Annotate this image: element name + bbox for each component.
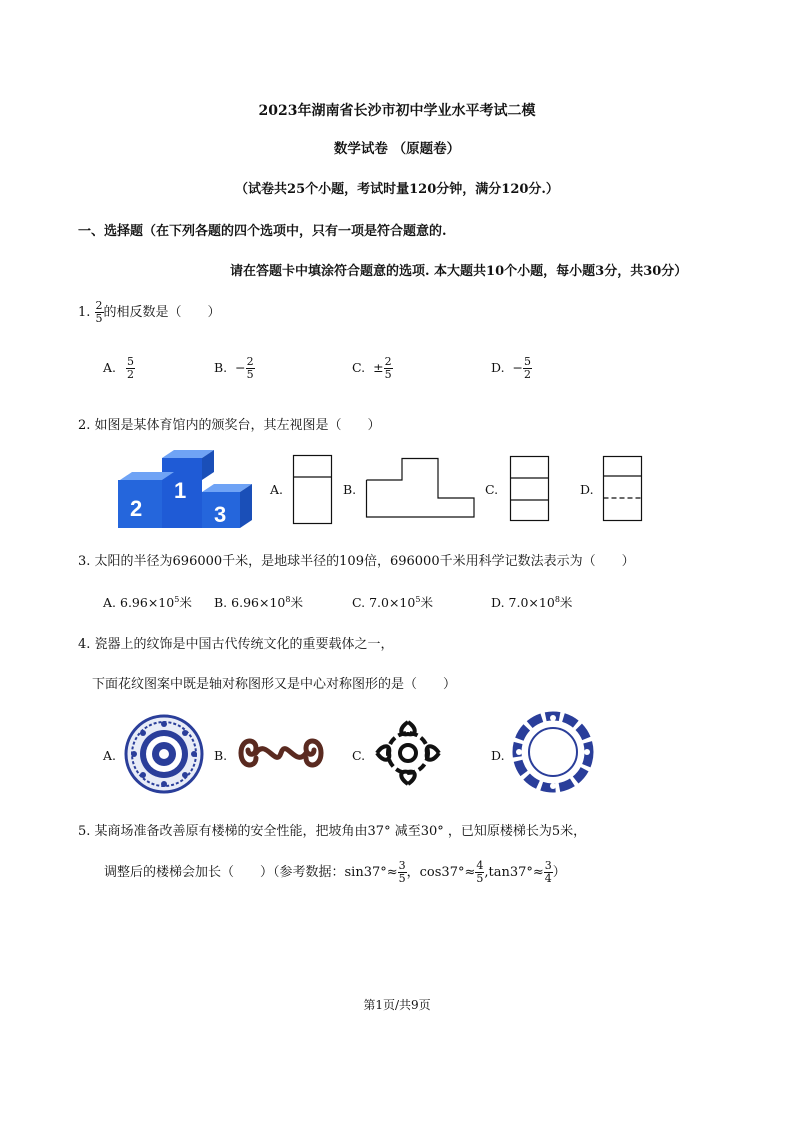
q1-option-a: A. $\frac{5}{2}$ xyxy=(103,355,134,381)
q2-option-c-label: C. xyxy=(485,482,499,497)
q4-option-b-pattern xyxy=(236,728,326,778)
q3-option-c: C. $7.0\times 10^5$米 xyxy=(352,594,433,610)
section-instruction: 请在答题卡中填涂符合题意的选项. 本大题共10个小题，每小题3分，共30分） xyxy=(230,264,688,279)
q3-option-a: A. $6.96\times 10^5$米 xyxy=(103,594,192,610)
q2-option-a-figure xyxy=(293,455,333,525)
q4-option-a-pattern xyxy=(124,714,204,794)
q2-option-b-label: B. xyxy=(343,482,357,497)
question-5-line2: 调整后的楼梯会加长（ ）（参考数据：sin37°≈ $\frac{3}{5}$ ，cos37°≈ $\frac{4}{5}$ ,tan37°≈ $\frac{3}{4}$ ） xyxy=(104,859,566,885)
q3-option-b: B. $6.96\times 10^8$米 xyxy=(214,594,303,610)
podium-label-3: 3 xyxy=(214,502,227,527)
question-5-line1: 5. 某商场准备改善原有楼梯的安全性能，把坡角由37° 减至30° ，已知原楼梯长为5米， xyxy=(78,824,587,839)
q1-option-d: D. − $\frac{5}{2}$ xyxy=(491,355,532,381)
exam-subtitle: 数学试卷 （原题卷） xyxy=(333,141,461,157)
question-4-line2: 下面花纹图案中既是轴对称图形又是中心对称图形的是（ ） xyxy=(92,677,457,692)
q2-option-c-figure xyxy=(510,456,550,522)
exam-title: 2023年湖南省长沙市初中学业水平考试二模 xyxy=(258,103,536,119)
podium-label-1: 1 xyxy=(174,478,187,503)
section-heading: 一、选择题（在下列各题的四个选项中，只有一项是符合题意的. xyxy=(78,224,447,239)
q4-option-a-label: A. xyxy=(103,748,117,763)
q3-option-d: D. $7.0\times 10^8$米 xyxy=(491,594,573,610)
q4-option-b-label: B. xyxy=(214,748,228,763)
q2-option-d-label: D. xyxy=(580,482,594,497)
exam-note: （试卷共25个小题，考试时量120分钟，满分120分.） xyxy=(235,182,559,197)
podium-figure xyxy=(112,450,252,530)
question-3: 3. 太阳的半径为696000千米，是地球半径的109倍，696000千米用科学记数法表示为（ ） xyxy=(78,554,635,569)
question-1 xyxy=(78,300,221,325)
q1-text: 的相反数是（ ） xyxy=(103,305,221,320)
question-4-line1: 4. 瓷器上的纹饰是中国古代传统文化的重要载体之一， xyxy=(78,637,394,652)
q4-option-c-pattern xyxy=(375,720,441,786)
page-footer: 第1页/共9页 xyxy=(363,998,431,1012)
q2-option-b-figure xyxy=(366,458,476,518)
question-2: 2. 如图是某体育馆内的颁奖台，其左视图是（ ） xyxy=(78,418,381,433)
podium-label-2: 2 xyxy=(130,496,143,521)
q4-option-d-label: D. xyxy=(491,748,505,763)
q1-option-b: B. − $\frac{2}{5}$ xyxy=(214,355,254,381)
q1-option-c: C. ± $\frac{2}{5}$ xyxy=(352,355,392,381)
q1-fraction: $\frac{2}{5}$ xyxy=(95,299,103,325)
q2-option-d-figure xyxy=(603,456,643,522)
q4-option-c-label: C. xyxy=(352,748,366,763)
q1-number: 1. xyxy=(78,305,91,320)
q2-option-a-label: A. xyxy=(270,482,284,497)
q4-option-d-pattern xyxy=(513,712,593,792)
